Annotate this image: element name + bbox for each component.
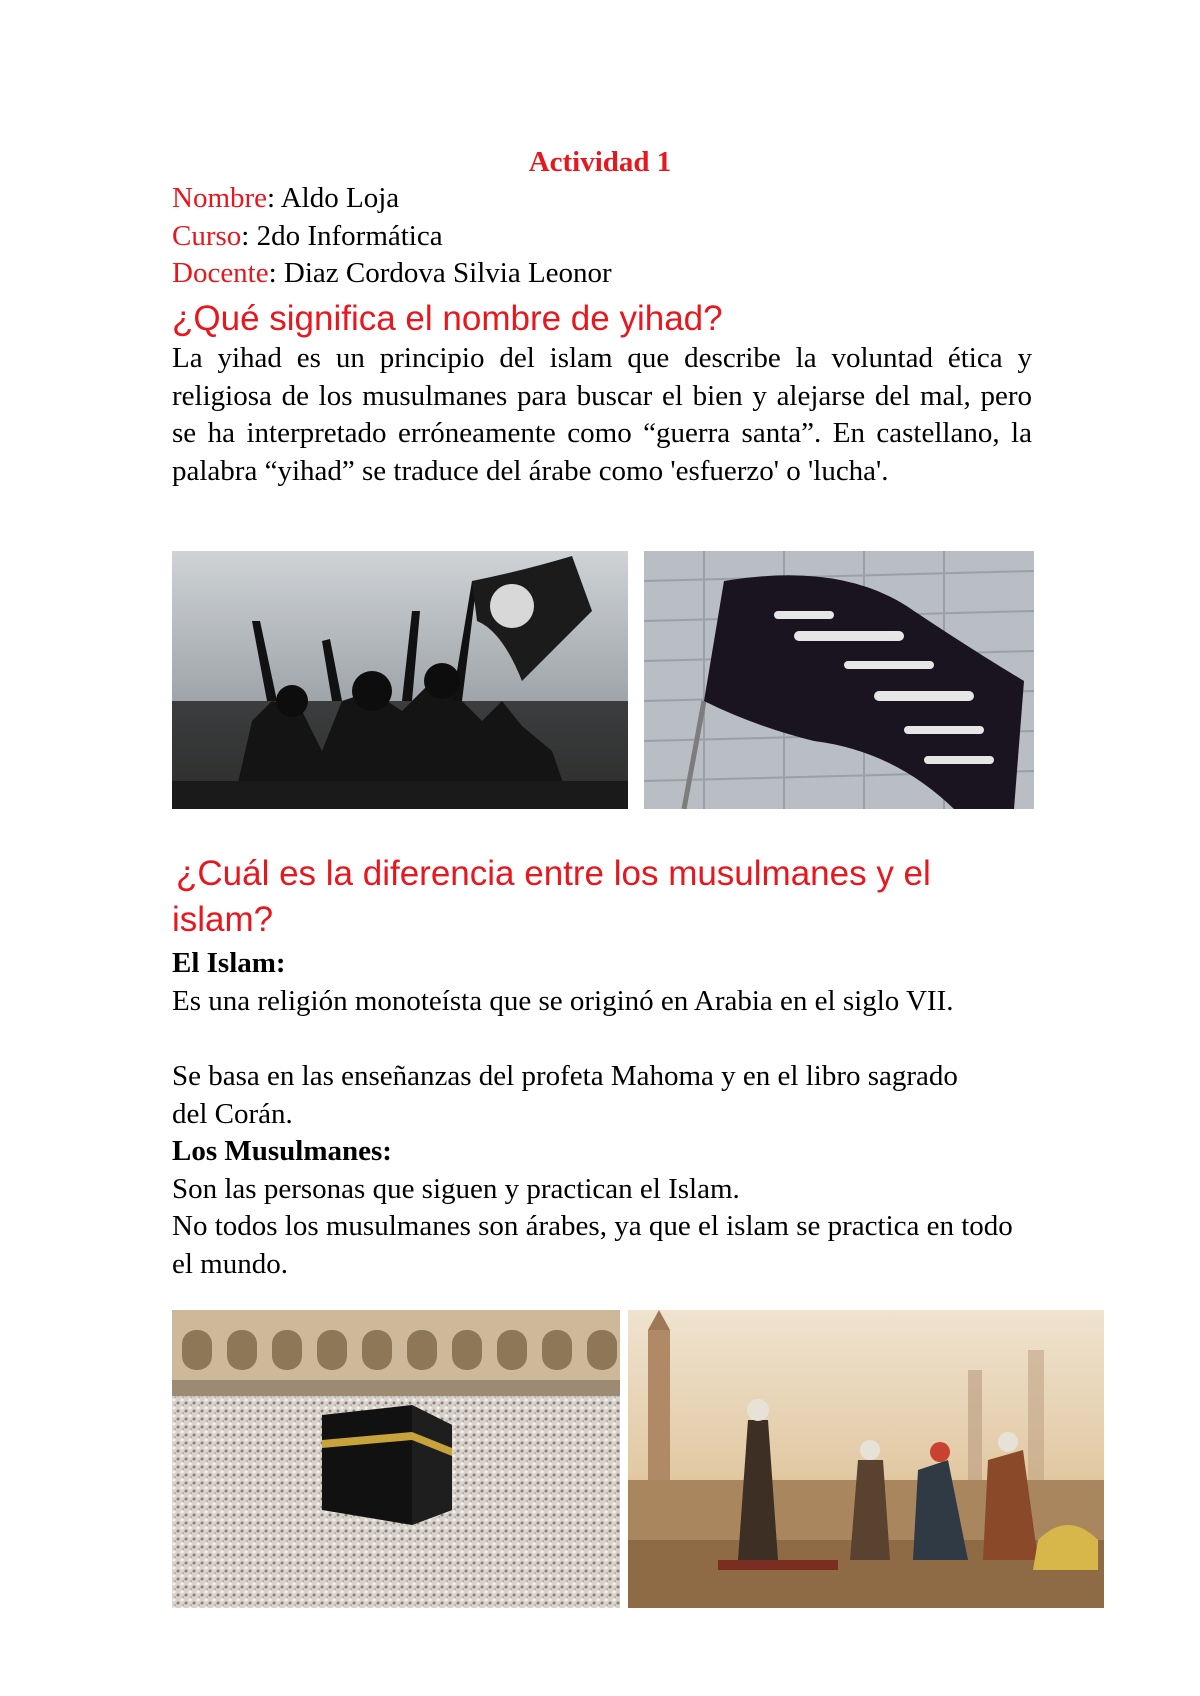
- muslims-heading: Los Musulmanes:: [172, 1135, 392, 1167]
- teacher-value: : Diaz Cordova Silvia Leonor: [268, 257, 612, 289]
- course-label: Curso: [172, 220, 242, 252]
- muslims-text-1: Son las personas que siguen y practican el Islam.: [172, 1173, 740, 1205]
- question-1-heading: ¿Qué significa el nombre de yihad?: [172, 299, 723, 338]
- student-name-line: [172, 180, 399, 216]
- prayer-painting-photo: [628, 1310, 1104, 1608]
- course-value: : 2do Informática: [241, 220, 443, 252]
- fighters-silhouette-photo: [172, 551, 628, 809]
- kaaba-pilgrims-photo: [172, 1310, 620, 1608]
- black-flag-photo: [644, 551, 1034, 809]
- paragraph-yihad: La yihad es un principio del islam que describe la voluntad ética y religiosa de los musulmanes para buscar el bien y alejarse del mal, pero se ha interpretado erróneamente como “guerra santa”. En castellano, la palabra “yihad” se traduce del árabe como 'esfuerzo' o 'lucha'.: [172, 342, 1032, 487]
- name-label: Nombre: [172, 182, 268, 214]
- islam-text-2: Se basa en las enseñanzas del profeta Mahoma y en el libro sagrado del Corán.: [172, 1060, 958, 1130]
- teacher-label: Docente: [172, 257, 269, 289]
- muslims-text-2: No todos los musulmanes son árabes, ya que el islam se practica en todo el mundo.: [172, 1210, 1013, 1280]
- teacher-line: [172, 255, 612, 291]
- question-2-heading-line-1: ¿Cuál es la diferencia entre los musulmanes y el: [176, 854, 931, 893]
- islam-text-1: Es una religión monoteísta que se originó en Arabia en el siglo VII.: [172, 985, 954, 1017]
- page-title: Actividad 1: [528, 146, 672, 178]
- islam-heading: El Islam:: [172, 947, 286, 979]
- name-value: : Aldo Loja: [267, 182, 400, 214]
- question-2-heading-line-2: islam?: [172, 900, 274, 939]
- course-line: [172, 218, 443, 254]
